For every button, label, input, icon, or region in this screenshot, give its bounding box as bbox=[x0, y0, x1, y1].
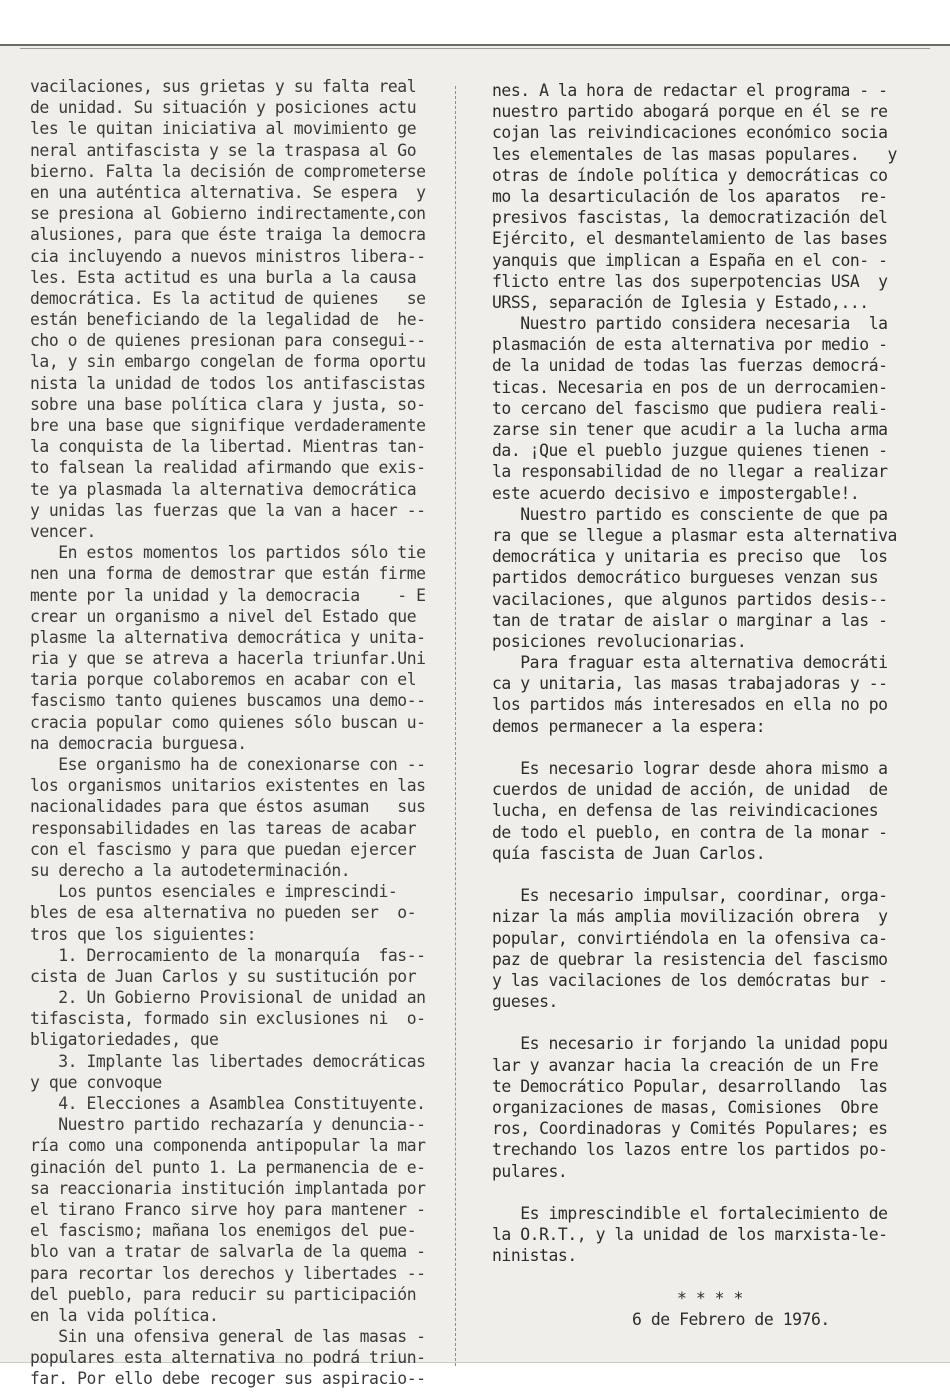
left-column-line: En estos momentos los partidos sólo tie bbox=[30, 543, 426, 563]
left-column-line: el fascismo; mañana los enemigos del pue- bbox=[30, 1221, 417, 1241]
left-column-line: con el fascismo y para que puedan ejercer bbox=[30, 839, 417, 859]
left-column-line: les le quitan iniciativa al movimiento ge bbox=[30, 119, 417, 139]
left-column-line: Ese organismo ha de conexionarse con -- bbox=[30, 755, 426, 774]
left-column-line: la, y sin embargo congelan de forma oportu bbox=[30, 352, 426, 372]
left-column-line: la conquista de la libertad. Mientras tan- bbox=[30, 437, 426, 457]
left-column-line: bligatoriedades, que bbox=[30, 1030, 219, 1050]
left-column-line: fascismo tanto quienes buscamos una demo-- bbox=[30, 691, 426, 711]
right-column-line: les elementales de las masas populares. y bbox=[492, 144, 897, 164]
left-column-line: tifascista, formado sin exclusiones ni o- bbox=[30, 1009, 426, 1029]
right-column-line: Es necesario ir forjando la unidad popu bbox=[492, 1034, 888, 1054]
left-column-line: na democracia burguesa. bbox=[30, 733, 247, 753]
left-column-line: bre una base que signifique verdaderamente bbox=[30, 416, 426, 435]
right-column-line: la responsabilidad de no llegar a realizar bbox=[492, 462, 888, 482]
left-column-line: les. Esta actitud es una burla a la causa bbox=[30, 267, 417, 287]
left-column-line: cho o de quienes presionan para consegui-- bbox=[30, 331, 426, 351]
left-column-line: ria y que se atreva a hacerla triunfar.Uni bbox=[30, 649, 426, 669]
left-column-line: cista de Juan Carlos y su sustitución por bbox=[30, 966, 417, 986]
left-column-line: 4. Elecciones a Asamblea Constituyente. bbox=[30, 1094, 426, 1113]
right-column-line: popular, convirtiéndola en la ofensiva ca- bbox=[492, 928, 888, 948]
right-column-line: te Democrático Popular, desarrollando las bbox=[492, 1076, 888, 1096]
right-column-line: plasmación de esta alternativa por medio - bbox=[492, 335, 888, 355]
left-column-line: nen una forma de demostrar que están firme bbox=[30, 564, 426, 584]
left-column-line: bles de esa alternativa no pueden ser o- bbox=[30, 903, 417, 923]
right-column-line: de la unidad de todas las fuerzas democrá- bbox=[492, 356, 888, 376]
column-divider bbox=[455, 86, 456, 1366]
right-column-line: cuerdos de unidad de acción, de unidad de bbox=[492, 780, 888, 800]
right-column-line: Ejército, el desmantelamiento de las bases bbox=[492, 229, 888, 249]
right-column-line bbox=[492, 1182, 922, 1203]
right-column-line: vacilaciones, que algunos partidos desis-- bbox=[492, 589, 888, 609]
left-column-line: los organismos unitarios existentes en las bbox=[30, 776, 426, 796]
left-column-line: responsabilidades en las tareas de acabar bbox=[30, 818, 417, 838]
right-column-line: nuestro partido abogará porque en él se re bbox=[492, 102, 888, 122]
right-column-line: ticas. Necesaria en pos de un derrocamien- bbox=[492, 377, 888, 397]
right-column-line: y las vacilaciones de los demócratas bur - bbox=[492, 970, 888, 990]
left-column-line: Sin una ofensiva general de las masas - bbox=[30, 1327, 426, 1347]
right-column-line: presivos fascistas, la democratización del bbox=[492, 208, 888, 228]
right-column-line: Es necesario lograr desde ahora mismo a bbox=[492, 759, 888, 778]
right-column-line bbox=[492, 1012, 922, 1033]
right-column-line: posiciones revolucionarias. bbox=[492, 631, 747, 651]
right-column-line: to cercano del fascismo que pudiera reali- bbox=[492, 398, 888, 418]
section-separator: * * * * bbox=[677, 1288, 743, 1308]
right-column-line: pulares. bbox=[492, 1161, 568, 1181]
right-column-line: Para fraguar esta alternativa democráti bbox=[492, 653, 888, 673]
left-column-line: nista la unidad de todos los antifascistas bbox=[30, 373, 426, 393]
right-column-line: otras de índole política y democráticas co bbox=[492, 165, 888, 185]
left-column-line: far. Por ello debe recoger sus aspiracio-- bbox=[30, 1369, 426, 1389]
left-column-line: populares esta alternativa no podrá triun- bbox=[30, 1348, 426, 1368]
right-column-line: partidos democrático burgueses venzan sus bbox=[492, 568, 879, 588]
right-column-line: nes. A la hora de redactar el programa - - bbox=[492, 81, 888, 100]
spacer bbox=[492, 1267, 922, 1288]
right-column-line: trechando los lazos entre los partidos po- bbox=[492, 1140, 888, 1160]
right-column-line: Es imprescindible el fortalecimiento de bbox=[492, 1203, 888, 1223]
right-column-line: URSS, separación de Iglesia y Estado,... bbox=[492, 292, 869, 312]
left-column-line: te ya plasmada la alternativa democrática bbox=[30, 479, 417, 499]
left-column-line: sa reaccionaria institución implantada por bbox=[30, 1178, 426, 1198]
left-column-line: tros que los siguientes: bbox=[30, 924, 257, 944]
left-column-line: su derecho a la autodeterminación. bbox=[30, 860, 351, 880]
left-column-line: Los puntos esenciales e imprescindi- bbox=[30, 882, 398, 902]
left-column-line: democrática. Es la actitud de quienes se bbox=[30, 288, 426, 308]
left-column-line: para recortar los derechos y libertades -- bbox=[30, 1263, 426, 1283]
right-column-line: yanquis que implican a España en el con- - bbox=[492, 250, 888, 270]
left-column-line: nacionalidades para que éstos asuman sus bbox=[30, 797, 426, 817]
right-column-line: organizaciones de masas, Comisiones Obre bbox=[492, 1098, 879, 1117]
left-column-line: el tirano Franco sirve hoy para mantener - bbox=[30, 1199, 426, 1219]
left-column-line: cracia popular como quienes sólo buscan u- bbox=[30, 712, 426, 732]
right-column-line: los partidos más interesados en ella no po bbox=[492, 695, 888, 715]
right-column-line: cojan las reivindicaciones económico socia bbox=[492, 123, 888, 143]
right-column-line: zarse sin tener que acudir a la lucha arma bbox=[492, 420, 888, 439]
right-column-line: ca y unitaria, las masas trabajadoras y -- bbox=[492, 674, 888, 694]
left-column-line: vencer. bbox=[30, 521, 96, 541]
left-column-line: ría como una componenda antipopular la mar bbox=[30, 1136, 426, 1156]
right-column-line: la O.R.T., y la unidad de los marxista-le- bbox=[492, 1225, 888, 1245]
left-column-line: alusiones, para que éste traiga la democra bbox=[30, 225, 426, 245]
left-column-line: están beneficiando de la legalidad de he- bbox=[30, 310, 426, 330]
left-column-line: bierno. Falta la decisión de comprometerse bbox=[30, 161, 426, 181]
document-date: 6 de Febrero de 1976. bbox=[632, 1309, 830, 1329]
left-column-line: mente por la unidad y la democracia - E bbox=[30, 585, 426, 605]
document-page bbox=[0, 44, 950, 1389]
left-column-line: y unidas las fuerzas que la van a hacer -- bbox=[30, 500, 426, 520]
left-column-line: 1. Derrocamiento de la monarquía fas-- bbox=[30, 945, 426, 965]
right-column-line: quía fascista de Juan Carlos. bbox=[492, 843, 766, 863]
page-top-edge bbox=[20, 48, 930, 49]
left-column-line: blo van a tratar de salvarla de la quema - bbox=[30, 1242, 426, 1262]
right-column-line: da. ¡Que el pueblo juzgue quienes tienen - bbox=[492, 441, 888, 461]
right-text-column bbox=[492, 80, 922, 1330]
right-column-line: democrática y unitaria es preciso que los bbox=[492, 547, 888, 567]
right-column-line bbox=[492, 864, 922, 885]
right-column-line: Nuestro partido es consciente de que pa bbox=[492, 504, 888, 524]
left-column-line: taria porque colaboremos en acabar con el bbox=[30, 670, 417, 690]
left-column-line: neral antifascista y se la traspasa al Go bbox=[30, 140, 417, 160]
left-column-line: en la vida política. bbox=[30, 1305, 219, 1325]
right-column-line: mo la desarticulación de los aparatos re- bbox=[492, 186, 888, 206]
right-column-line: tan de tratar de aislar o marginar a las - bbox=[492, 610, 888, 630]
right-column-line: ros, Coordinadoras y Comités Populares; es bbox=[492, 1119, 888, 1139]
left-column-line: se presiona al Gobierno indirectamente,con bbox=[30, 204, 426, 224]
right-column-line: gueses. bbox=[492, 992, 558, 1012]
left-column-line: crear un organismo a nivel del Estado que bbox=[30, 606, 417, 626]
right-column-line bbox=[492, 737, 922, 758]
left-text-column bbox=[30, 76, 450, 1390]
left-column-line: del pueblo, para reducir su participación bbox=[30, 1284, 417, 1304]
right-column-line: demos permanecer a la espera: bbox=[492, 716, 766, 736]
right-column-line: de todo el pueblo, en contra de la monar - bbox=[492, 822, 888, 842]
right-column-line: Nuestro partido considera necesaria la bbox=[492, 314, 888, 334]
left-column-line: to falsean la realidad afirmando que exis- bbox=[30, 458, 426, 478]
left-column-line: en una auténtica alternativa. Se espera y bbox=[30, 182, 426, 202]
left-column-line: sobre una base política clara y justa, so- bbox=[30, 394, 426, 414]
right-column-line: flicto entre las dos superpotencias USA y bbox=[492, 271, 888, 291]
left-column-line: Nuestro partido rechazaría y denuncia-- bbox=[30, 1115, 426, 1135]
left-column-line: vacilaciones, sus grietas y su falta real bbox=[30, 77, 417, 96]
left-column-line: cia incluyendo a nuevos ministros libera-- bbox=[30, 246, 426, 266]
left-column-line: 3. Implante las libertades democráticas bbox=[30, 1051, 426, 1071]
left-column-line: ginación del punto 1. La permanencia de e- bbox=[30, 1157, 426, 1177]
left-column-line: plasme la alternativa democrática y unita- bbox=[30, 627, 426, 647]
left-column-line: y que convoque bbox=[30, 1072, 162, 1092]
left-column-line: de unidad. Su situación y posiciones actu bbox=[30, 98, 417, 118]
right-column-line: nizar la más amplia movilización obrera y bbox=[492, 907, 888, 927]
right-column-line: lucha, en defensa de las reivindicaciones bbox=[492, 801, 879, 821]
right-column-line: ra que se llegue a plasmar esta alternativa bbox=[492, 525, 897, 545]
left-column-line: 2. Un Gobierno Provisional de unidad an bbox=[30, 988, 426, 1008]
right-column-line: Es necesario impulsar, coordinar, orga- bbox=[492, 886, 888, 906]
right-column-line: paz de quebrar la resistencia del fascismo bbox=[492, 949, 888, 969]
right-column-line: este acuerdo decisivo e impostergable!. bbox=[492, 483, 860, 503]
right-column-line: ninistas. bbox=[492, 1246, 577, 1266]
right-column-line: lar y avanzar hacia la creación de un Fre bbox=[492, 1055, 879, 1075]
